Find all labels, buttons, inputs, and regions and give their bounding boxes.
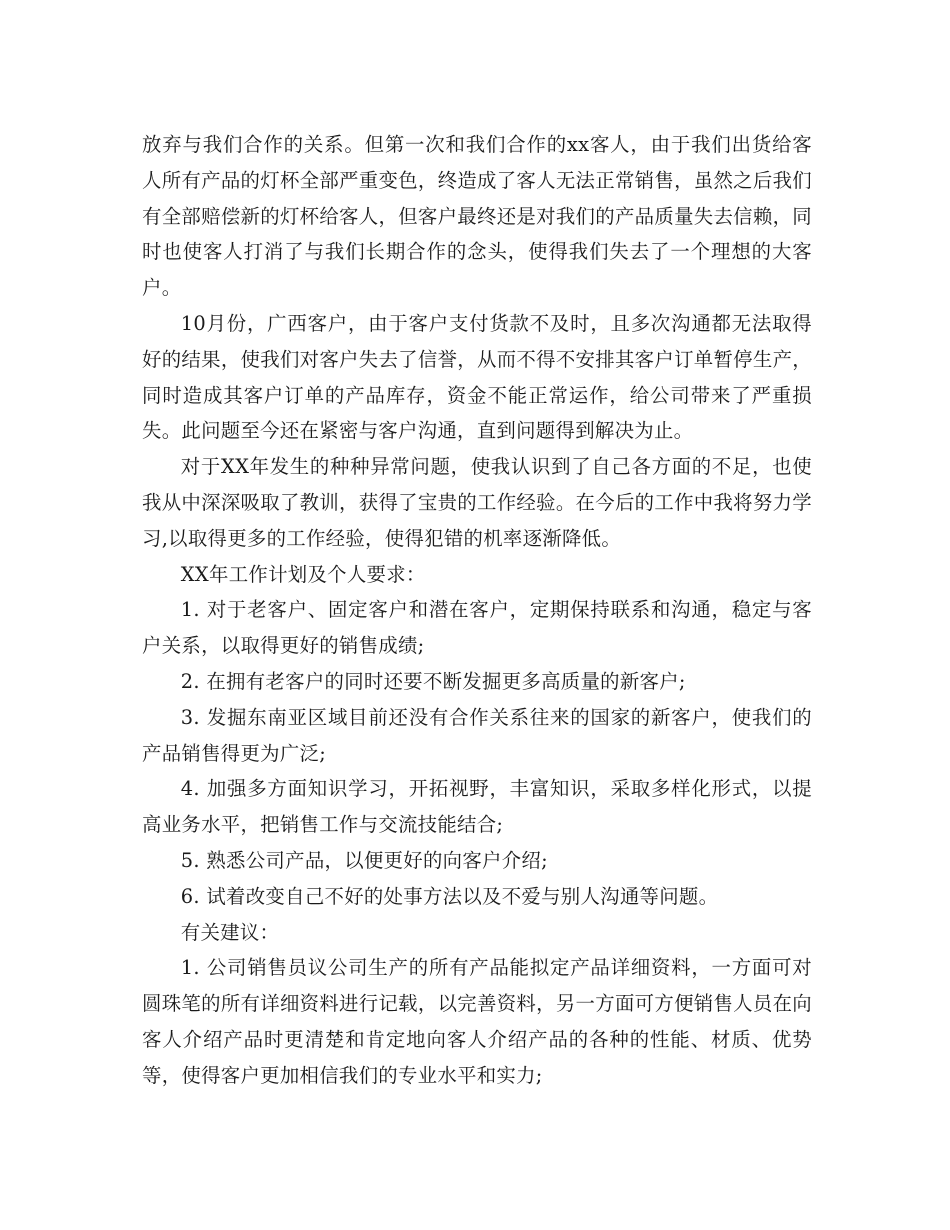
paragraph: 放弃与我们合作的关系。但第一次和我们合作的xx客人，由于我们出货给客人所有产品的灯杯全部严重变色，终造成了客人无法正常销售，虽然之后我们有全部赔偿新的灯杯给客人，但客户最终还是对我们的产品质量失去信赖，同时也使客人打消了与我们长期合作的念头，使得我们失去了一个理想的大客户。 — [142, 133, 812, 300]
paragraph: 10月份，广西客户，由于客户支付货款不及时，且多次沟通都无法取得好的结果，使我们对客户失去了信誉，从而不得不安排其客户订单暂停生产，同时造成其客户订单的产品库存，资金不能正常运作，给公司带来了严重损失。此问题至今还在紧密与客户沟通，直到问题得到解决为止。 — [142, 311, 812, 443]
list-item: 4. 加强多方面知识学习，开拓视野，丰富知识，采取多样化形式，以提高业务水平，把销售工作与交流技能结合; — [142, 777, 812, 837]
section-heading: 有关建议： — [180, 920, 280, 944]
list-item: 3. 发掘东南亚区域目前还没有合作关系往来的国家的新客户，使我们的产品销售得更为广泛; — [142, 705, 812, 765]
section-heading: XX年工作计划及个人要求： — [180, 562, 426, 586]
list-item: 1. 对于老客户、固定客户和潜在客户，定期保持联系和沟通，稳定与客户关系，以取得更好的销售成绩; — [142, 598, 812, 658]
list-item: 1. 公司销售员议公司生产的所有产品能拟定产品详细资料，一方面可对圆珠笔的所有详细资料进行记载，以完善资料，另一方面可方便销售人员在向客人介绍产品时更清楚和肯定地向客人介绍产品的各种的性能、材质、优势等，使得客户更加相信我们的专业水平和实力; — [142, 956, 812, 1087]
paragraph: 对于XX年发生的种种异常问题，使我认识到了自己各方面的不足，也使我从中深深吸取了教训，获得了宝贵的工作经验。在今后的工作中我将努力学习,以取得更多的工作经验，使得犯错的机率逐渐降低。 — [142, 455, 812, 550]
document-body — [142, 127, 812, 1094]
list-item: 2. 在拥有老客户的同时还要不断发掘更多高质量的新客户; — [180, 669, 686, 693]
list-item: 6. 试着改变自己不好的处事方法以及不爱与别人沟通等问题。 — [180, 884, 719, 908]
list-item: 5. 熟悉公司产品，以便更好的向客户介绍; — [180, 848, 548, 872]
